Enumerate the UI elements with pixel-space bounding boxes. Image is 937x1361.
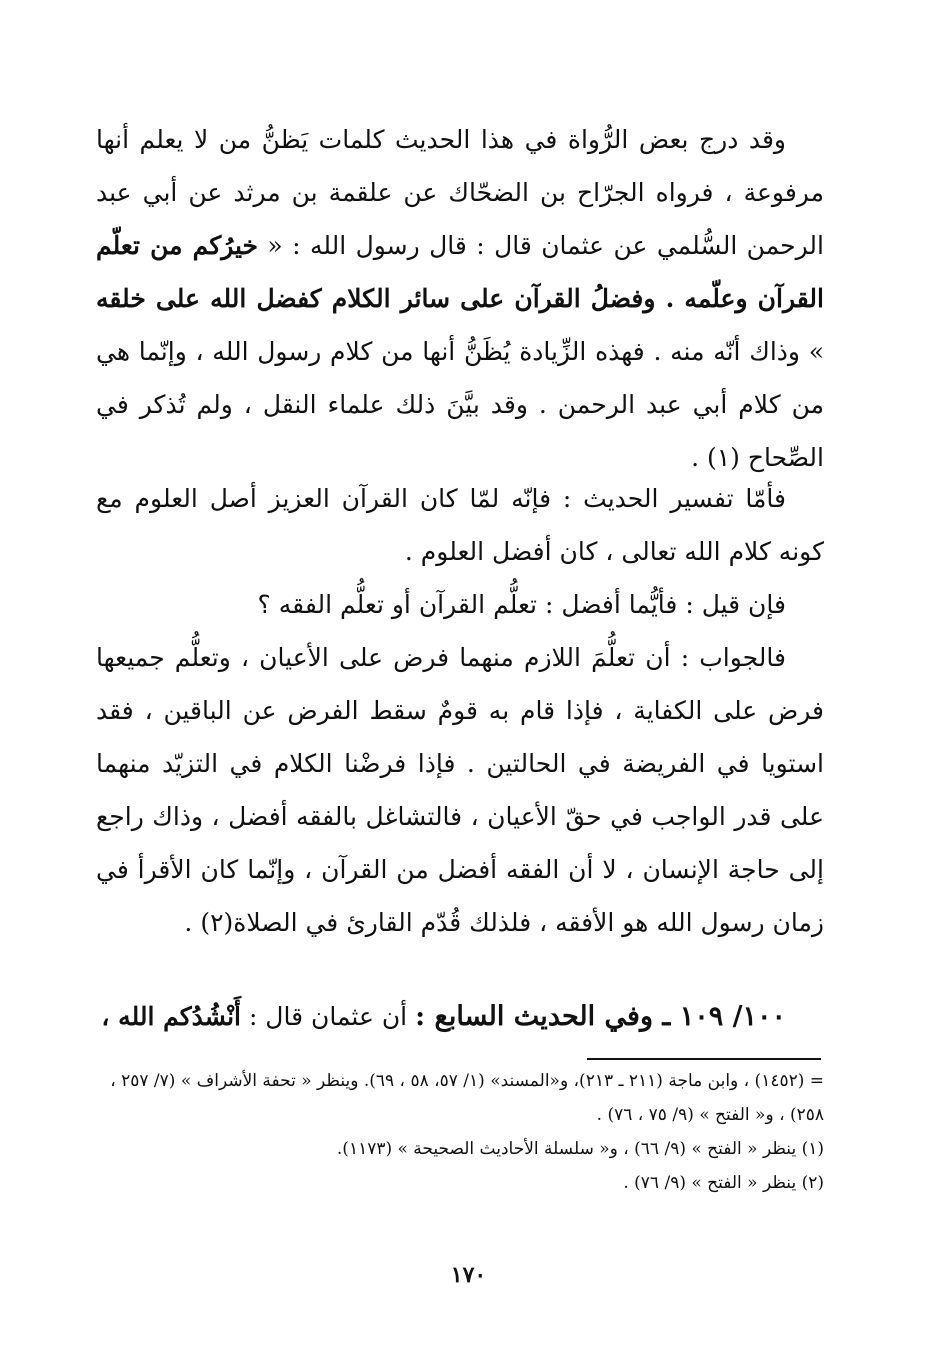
footnote-2: (٢) ينظر « الفتح » (٩/ ٧٦) . [623, 1173, 824, 1193]
paragraph-2-text: فأمّا تفسير الحديث : فإنّه لمّا كان القرآن العزيز أصل العلوم مع كونه كلام الله تعالى ، كان أفضل العلوم . [96, 484, 824, 566]
paragraph-3 [96, 578, 824, 631]
paragraph-5 [96, 990, 824, 1043]
footnote-divider [587, 1058, 821, 1060]
paragraph-1-part-b: » وذاك أنّه منه . فهذه الزِّيادة يُظَنُّ أنها من كلام رسول الله ، وإنّما هي من كلام أبي عبد الرحمن . وقد بيَّنَ ذلك علماء النقل ، ولم تُذكر في الصِّحاح (١) . [96, 337, 824, 472]
paragraph-1 [96, 113, 824, 484]
paragraph-1-text [96, 113, 824, 484]
hadith-quote-bold: خيرُكم من تعلّم القرآن وعلّمه . وفضلُ القرآن على سائر الكلام كفضل الله على خلقه [96, 231, 824, 313]
footnotes [96, 1064, 824, 1200]
hadith-heading: ١٠٠/ ١٠٩ ـ وفي الحديث السابع : [415, 1001, 786, 1032]
paragraph-3-text: فإن قيل : فأيُّما أفضل : تعلُّم القرآن أو تعلُّم الفقه ؟ [257, 590, 786, 619]
paragraph-5-text [96, 990, 824, 1043]
paragraph-1-part-a: وقد درج بعض الرُّواة في هذا الحديث كلمات يَظنُّ من لا يعلم أنها مرفوعة ، فرواه الجرّاح بن الضحّاك عن علقمة بن مرثد عن أبي عبد الرحمن السُّلمي عن عثمان قال : قال رسول الله : « [96, 125, 824, 260]
hadith-heading-text: أن عثمان قال : [248, 1002, 408, 1031]
paragraph-4 [96, 631, 824, 949]
page-number: ١٧٠ [450, 1262, 487, 1288]
paragraph-2 [96, 472, 824, 578]
paragraph-4-text: فالجواب : أن تعلُّمَ اللازم منهما فرض على الأعيان ، وتعلُّم جميعها فرض على الكفاية ، فإذا قام به قومٌ سقط الفرض عن الباقين ، فقد استويا في الفريضة في الحالتين . فإذا فرضْنا الكلام في التزيّد منهما على قدر الواجب في حقّ الأعيان ، فالتشاغل بالفقه أفضل ، وذاك راجع إلى حاجة الإنسان ، لا أن الفقه أفضل من القرآن ، وإنّما كان الأقرأ في زمان رسول الله هو الأفقه ، فلذلك قُدّم القارئ في الصلاة(٢) . [96, 643, 824, 937]
footnote-1: (١) ينظر « الفتح » (٩/ ٦٦) ، و« سلسلة الأحاديث الصحيحة » (١١٧٣). [336, 1139, 824, 1159]
hadith-heading-quote: أَنْشُدُكم الله ، [101, 1002, 241, 1031]
footnote-continuation: = (١٤٥٢) ، وابن ماجة (٢١١ ـ ٢١٣)، و«المسند» (١/ ٥٧، ٥٨ ، ٦٩). وينظر « تحفة الأشراف » (٧/ ٢٥٧ ، ٢٥٨) ، و« الفتح » (٩/ ٧٥ ، ٧٦) . [110, 1071, 824, 1125]
